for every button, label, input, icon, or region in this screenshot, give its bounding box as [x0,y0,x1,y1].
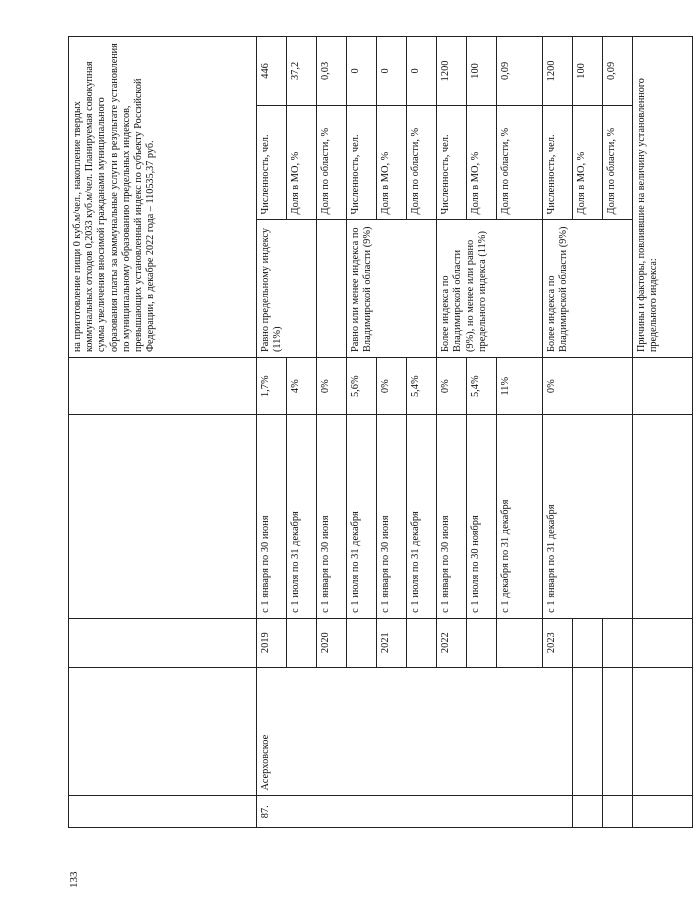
blank-cell [603,667,633,796]
year-cell: 2023 [543,618,573,667]
blank-cell [573,796,603,828]
index-cell: 5,4% [467,358,497,415]
metric-label: Численность, чел. [543,105,573,220]
blank-cell [603,796,633,828]
metric-label: Доля в МО, % [467,105,497,220]
blank-cell [633,796,693,828]
period-cell: с 1 января по 30 июня [437,415,467,618]
rotated-table-container [68,36,660,828]
blank-cell [317,220,347,358]
metric-label: Доля по области, % [317,105,347,220]
page-number: 133 [68,871,80,888]
index-cell: 1,7% [257,358,287,415]
metric-value: 100 [467,37,497,106]
index-cell: 0% [317,358,347,415]
year-cell [497,618,543,667]
index-cell: 0% [377,358,407,415]
metric-value: 0 [377,37,407,106]
metric-value: 0,09 [497,37,543,106]
blank-cell [69,667,257,796]
prefix-note: на приготовление пищи 0 куб.м/чел., накопление твердых коммунальных отходов 0,2033 куб.м/чел. Планируемая совокупная сумма увеличения вносимой гражданами муниципального образования платы за коммунальные услуги в результате установления по муниципальному образованию предельных индексов, превышающих установленный индекс по субъекту Российской Федерации, в декабре 2022 года – 110535,37 руб. [69,37,257,358]
metric-label: Доля в МО, % [287,105,317,220]
metric-label: Доля по области, % [407,105,437,220]
year-cell [347,618,377,667]
period-cell: с 1 января по 30 июня [377,415,407,618]
period-cell: с 1 июля по 31 декабря [287,415,317,618]
metric-value: 0,03 [317,37,347,106]
blank-cell [69,358,257,415]
municipality-name: Асерховское [257,667,573,796]
metric-label: Доля по области, % [497,105,543,220]
metric-value: 0 [347,37,377,106]
blank-cell [573,618,603,667]
blank-cell [633,415,693,618]
blank-cell [69,796,257,828]
period-cell: с 1 января по 31 декабря [543,415,633,618]
index-cell: 0% [437,358,467,415]
year-cell: 2019 [257,618,287,667]
year-cell: 2020 [317,618,347,667]
blank-cell [633,667,693,796]
blank-cell [633,358,693,415]
index-cell: 5,4% [407,358,437,415]
category-label: Более индекса по Владимирской области (9%), но менее или равно предельного индекса (11%) [437,220,543,358]
year-cell [407,618,437,667]
metric-label: Численность, чел. [437,105,467,220]
metric-value: 100 [573,37,603,106]
reasons-label: Причины и факторы, повлиявшие на величину установленного предельного индекса: [633,37,693,358]
metric-label: Доля в МО, % [573,105,603,220]
metric-label: Численность, чел. [257,105,287,220]
year-cell [467,618,497,667]
category-label: Равно или менее индекса по Владимирской области (9%) [347,220,437,358]
index-cell: 11% [497,358,543,415]
index-cell: 4% [287,358,317,415]
metric-value: 1200 [543,37,573,106]
category-label: Более индекса по Владимирской области (9%) [543,220,633,358]
row-number: 87. [257,796,573,828]
index-cell: 0% [543,358,633,415]
metric-value: 0,09 [603,37,633,106]
year-cell: 2022 [437,618,467,667]
metric-label: Доля по области, % [603,105,633,220]
period-cell: с 1 июля по 31 декабря [407,415,437,618]
period-cell: с 1 июля по 31 декабря [347,415,377,618]
metric-value: 446 [257,37,287,106]
metric-label: Доля в МО, % [377,105,407,220]
index-cell: 5,6% [347,358,377,415]
period-cell: с 1 июля по 30 ноября [467,415,497,618]
period-cell: с 1 декабря по 31 декабря [497,415,543,618]
year-cell [287,618,317,667]
blank-cell [633,618,693,667]
metric-value: 1200 [437,37,467,106]
period-cell: с 1 января по 30 июня [317,415,347,618]
blank-cell [69,618,257,667]
blank-cell [69,415,257,618]
blank-cell [603,618,633,667]
metric-value: 0 [407,37,437,106]
metric-value: 37,2 [287,37,317,106]
index-table [68,36,693,828]
blank-cell [573,667,603,796]
year-cell: 2021 [377,618,407,667]
metric-label: Численность, чел. [347,105,377,220]
period-cell: с 1 января по 30 июня [257,415,287,618]
category-label: Равно предельному индексу (11%) [257,220,317,358]
